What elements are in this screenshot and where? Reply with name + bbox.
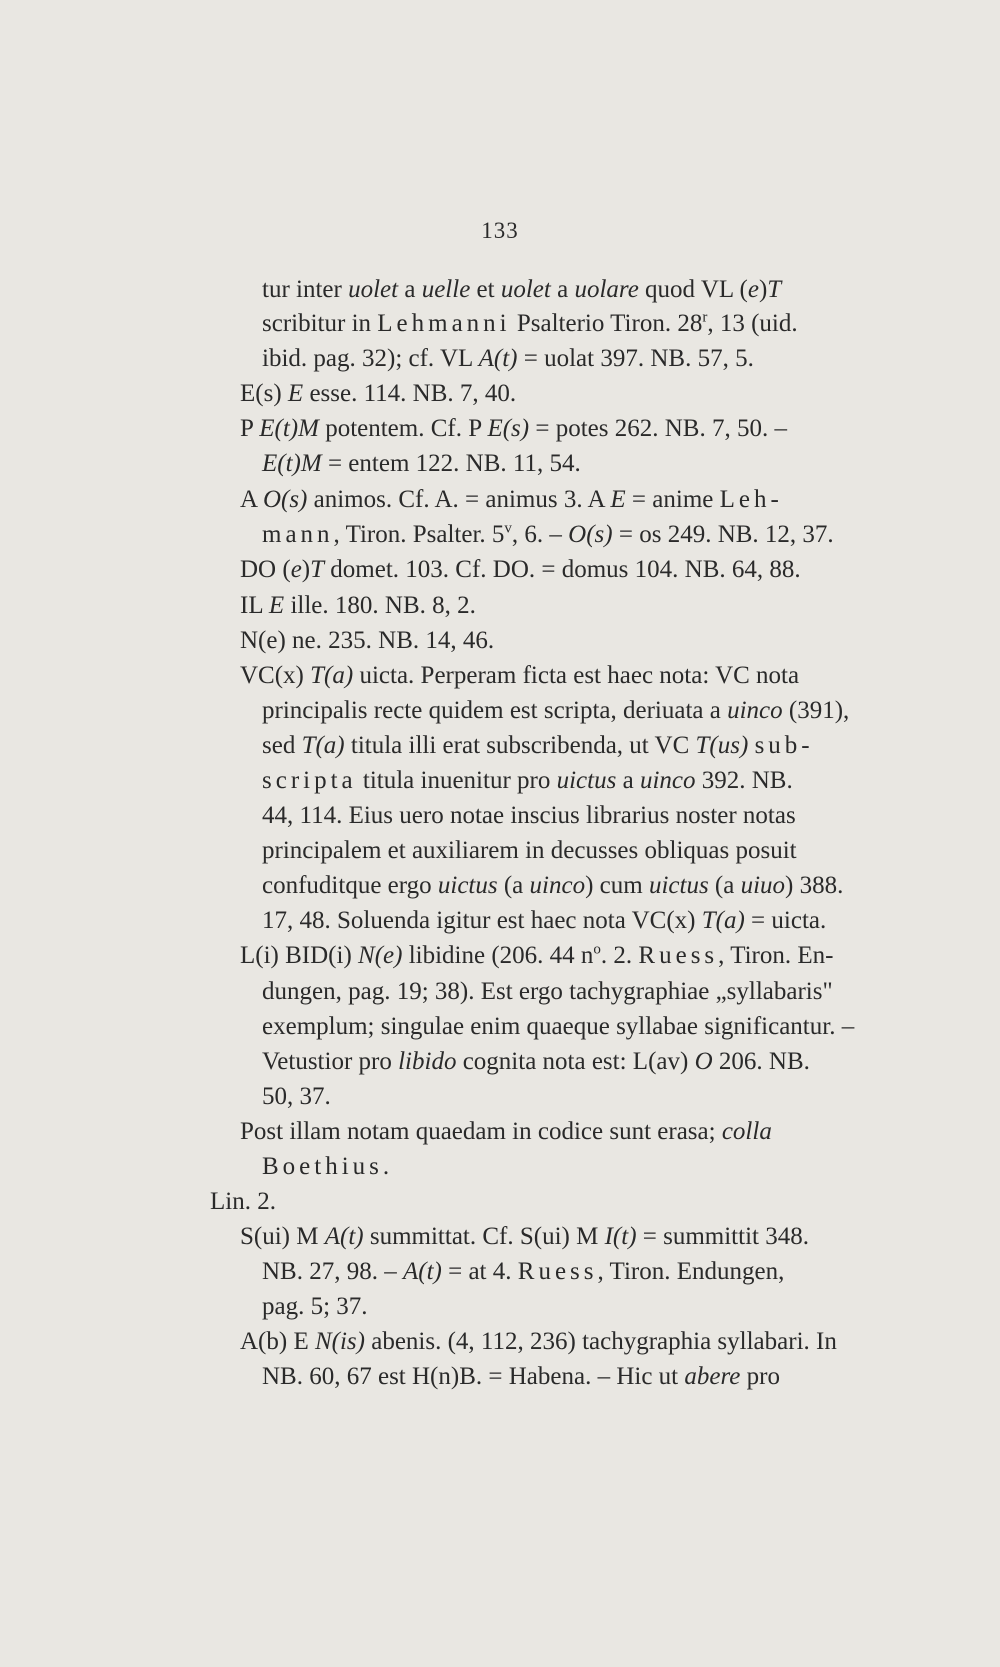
text-run: a — [616, 767, 640, 794]
text-run: dungen, pag. 19; 38). Est ergo tachygraphiae „syllabaris" — [262, 978, 833, 1005]
text-run: E(s) — [240, 380, 288, 407]
italic-text: uelle — [421, 276, 471, 303]
text-line — [262, 308, 798, 340]
text-run: VC(x) — [240, 662, 311, 689]
text-run: ) 388. — [785, 872, 844, 899]
italic-text: abere — [684, 1363, 741, 1390]
spaced-name: Ruess — [517, 1258, 598, 1285]
italic-text: N(e) — [358, 942, 403, 969]
text-run: = entem 122. NB. 11, 54. — [321, 450, 581, 477]
superscript: v — [504, 520, 512, 537]
italic-text: E — [610, 486, 626, 513]
italic-text: E — [268, 592, 285, 619]
italic-text: e — [747, 276, 759, 303]
text-run: , Tiron. En- — [718, 942, 834, 969]
italic-text: uinco — [529, 872, 586, 899]
italic-text: colla — [721, 1118, 772, 1145]
text-run: a — [398, 276, 422, 303]
italic-text: T — [310, 556, 325, 583]
spaced-name: scripta — [262, 767, 357, 794]
italic-text: uinco — [639, 767, 696, 794]
text-line — [262, 1361, 780, 1393]
text-line — [240, 554, 801, 586]
text-run: = uicta. — [744, 907, 827, 934]
text-run: N(e) ne. 235. NB. 14, 46. — [240, 627, 495, 654]
text-run: quod VL ( — [638, 276, 748, 303]
text-line — [240, 1326, 837, 1358]
text-line — [240, 413, 787, 445]
text-run: . — [382, 1153, 390, 1180]
text-run: cognita nota est: L(av) — [456, 1048, 695, 1075]
text-run: a — [550, 276, 575, 303]
text-line — [262, 870, 843, 902]
text-line — [262, 765, 793, 797]
text-run: 44, 114. Eius uero notae inscius librarius noster notas — [262, 802, 796, 829]
italic-text: A(t) — [478, 345, 518, 372]
text-line — [262, 1151, 389, 1183]
text-run: , Tiron. Endungen, — [597, 1258, 785, 1285]
text-run: = at 4. — [441, 1258, 518, 1285]
text-run: P — [240, 415, 260, 442]
superscript: r — [702, 309, 708, 326]
italic-text: N(is) — [314, 1328, 365, 1355]
text-run: summittat. Cf. S(ui) M — [363, 1223, 605, 1250]
text-run: scribitur in — [262, 310, 378, 337]
text-line — [262, 1046, 810, 1078]
italic-text: E(t)M — [259, 415, 319, 442]
text-line — [262, 730, 814, 762]
text-run: Post illam notam quaedam in codice sunt erasa; — [240, 1118, 722, 1145]
text-line — [240, 378, 516, 410]
italic-text: O(s) — [568, 521, 613, 548]
text-run: pag. 5; 37. — [262, 1293, 368, 1320]
text-run: DO ( — [240, 556, 291, 583]
text-run: 50, 37. — [262, 1083, 331, 1110]
text-run: 206. NB. — [712, 1048, 810, 1075]
italic-text: A(t) — [402, 1258, 442, 1285]
text-run: (a — [708, 872, 741, 899]
text-run: confuditque ergo — [262, 872, 438, 899]
text-run: , Tiron. Psalter. 5 — [333, 521, 505, 548]
italic-text: uiuo — [740, 872, 786, 899]
text-run: NB. 60, 67 est H(n)B. = Habena. – Hic ut — [262, 1363, 685, 1390]
text-run: = summittit 348. — [636, 1223, 809, 1250]
text-run: sed — [262, 732, 302, 759]
text-run: abenis. (4, 112, 236) tachygraphia syllabari. In — [364, 1328, 837, 1355]
text-run: animos. Cf. A. = animus 3. A — [307, 486, 611, 513]
text-line — [262, 343, 754, 375]
italic-text: uolet — [348, 276, 399, 303]
italic-text: uictus — [437, 872, 498, 899]
text-line — [240, 940, 833, 972]
text-run: domet. 103. Cf. DO. = domus 104. NB. 64, 88. — [324, 556, 801, 583]
text-run: titula inuenitur pro — [356, 767, 557, 794]
text-run: principalem et auxiliarem in decusses obliquas posuit — [262, 837, 797, 864]
text-line — [240, 1221, 809, 1253]
text-run: = potes 262. NB. 7, 50. – — [529, 415, 787, 442]
page-number: 133 — [481, 218, 519, 243]
text-run: Psalterio Tiron. 28 — [510, 310, 703, 337]
text-line — [262, 835, 797, 867]
italic-text: uolare — [574, 276, 639, 303]
text-run: tur inter — [262, 276, 349, 303]
text-run: ) — [758, 276, 768, 303]
italic-text: T(a) — [310, 662, 354, 689]
italic-text: T(us) — [695, 732, 749, 759]
italic-text: E(t)M — [262, 450, 322, 477]
italic-text: O(s) — [262, 486, 308, 513]
text-run: ) cum — [585, 872, 649, 899]
spaced-name: Boethius — [262, 1153, 383, 1180]
text-run: L(i) BID(i) — [240, 942, 359, 969]
italic-text: uolet — [500, 276, 551, 303]
text-line — [240, 1116, 772, 1148]
text-line — [240, 590, 476, 622]
text-run: (391), — [782, 697, 850, 724]
text-run: et — [470, 276, 501, 303]
italic-text: E — [287, 380, 304, 407]
text-run: ibid. pag. 32); cf. VL — [262, 345, 479, 372]
text-run: esse. 114. NB. 7, 40. — [303, 380, 517, 407]
text-run: potentem. Cf. P — [318, 415, 488, 442]
spaced-name: Leh- — [719, 486, 783, 513]
italic-text: e — [290, 556, 302, 583]
spaced-name: Ruess — [638, 942, 719, 969]
text-line — [262, 448, 581, 480]
text-run: pro — [740, 1363, 780, 1390]
text-line — [240, 484, 783, 516]
text-line — [262, 800, 796, 832]
text-run: . 2. — [600, 942, 639, 969]
text-line — [262, 695, 849, 727]
text-run: 17, 48. Soluenda igitur est haec nota VC(x) — [262, 907, 702, 934]
text-run: ille. 180. NB. 8, 2. — [284, 592, 476, 619]
text-run: ) — [301, 556, 311, 583]
italic-text: uictus — [556, 767, 617, 794]
text-run: = os 249. NB. 12, 37. — [612, 521, 834, 548]
text-line — [262, 274, 781, 306]
text-line — [262, 905, 826, 937]
text-run: A — [240, 486, 263, 513]
italic-text: T(a) — [701, 907, 745, 934]
text-line — [240, 660, 799, 692]
text-run: exemplum; singulae enim quaeque syllabae significantur. – — [262, 1013, 855, 1040]
text-line — [210, 1186, 276, 1218]
text-run: principalis recte quidem est scripta, deriuata a — [262, 697, 728, 724]
italic-text: A(t) — [324, 1223, 364, 1250]
text-run: S(ui) M — [240, 1223, 325, 1250]
italic-text: T — [767, 276, 782, 303]
text-line — [262, 976, 833, 1008]
text-line — [262, 1291, 368, 1323]
text-run: uicta. Perperam ficta est haec nota: VC nota — [353, 662, 800, 689]
italic-text: I(t) — [604, 1223, 637, 1250]
text-run: (a — [497, 872, 530, 899]
text-line — [262, 1256, 784, 1288]
text-run: = anime — [625, 486, 720, 513]
italic-text: T(a) — [301, 732, 345, 759]
text-run: NB. 27, 98. – — [262, 1258, 403, 1285]
italic-text: libido — [398, 1048, 457, 1075]
text-run: 392. NB. — [695, 767, 793, 794]
text-run: IL — [240, 592, 269, 619]
italic-text: O — [694, 1048, 713, 1075]
italic-text: E(s) — [487, 415, 530, 442]
spaced-name: Lehmanni — [377, 310, 511, 337]
text-run: A(b) E — [240, 1328, 315, 1355]
text-run: libidine (206. 44 n — [402, 942, 594, 969]
text-run: titula illi erat subscribenda, ut VC — [344, 732, 696, 759]
spaced-name: mann — [262, 521, 334, 548]
text-run: Vetustior pro — [262, 1048, 399, 1075]
spaced-name: sub- — [754, 732, 814, 759]
italic-text: uinco — [727, 697, 783, 724]
italic-text: uictus — [648, 872, 709, 899]
text-run: Lin. 2. — [210, 1188, 276, 1215]
text-run: , 13 (uid. — [707, 310, 798, 337]
text-run: , 6. – — [511, 521, 569, 548]
text-line — [262, 519, 834, 551]
superscript: o — [593, 941, 601, 958]
text-run: = uolat 397. NB. 57, 5. — [517, 345, 754, 372]
text-line — [262, 1011, 854, 1043]
text-line — [240, 625, 494, 657]
text-line — [262, 1081, 331, 1113]
